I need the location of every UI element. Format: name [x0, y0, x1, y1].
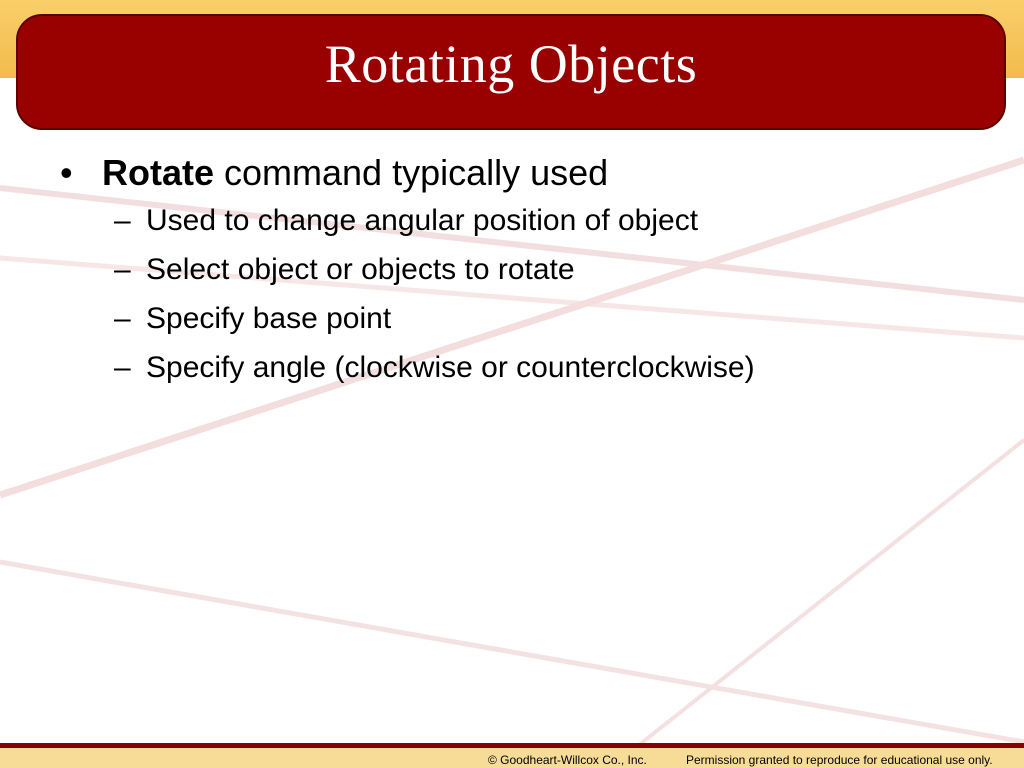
slide-content: [60, 152, 960, 400]
sub-bullet-text: Select object or objects to rotate: [146, 253, 575, 286]
dash-icon: –: [114, 351, 131, 384]
main-bullet-bold: Rotate: [102, 152, 215, 193]
bullet-dot-icon: •: [60, 152, 73, 193]
sub-bullet: [60, 351, 960, 400]
main-bullet: [60, 152, 960, 204]
slide-title: Rotating Objects: [324, 34, 698, 94]
footer-permission: Permission granted to reproduce for educational use only.: [686, 753, 993, 767]
main-bullet-text: [102, 152, 608, 194]
sub-bullet-text: Used to change angular position of object: [146, 204, 699, 237]
sub-bullet-text: Specify angle (clockwise or counterclockwise): [146, 351, 755, 384]
dash-icon: –: [114, 204, 131, 237]
bg-line-4: [0, 562, 1024, 742]
sub-bullet-text: Specify base point: [146, 302, 392, 335]
main-bullet-rest: command typically used: [214, 152, 609, 193]
sub-bullet: [60, 204, 960, 253]
sub-bullet: [60, 302, 960, 351]
sub-bullet-list: [60, 204, 960, 400]
footer-copyright: © Goodheart-Willcox Co., Inc.: [488, 753, 647, 767]
bg-line-5: [610, 440, 1024, 768]
dash-icon: –: [114, 253, 131, 286]
sub-bullet: [60, 253, 960, 302]
title-bar: [16, 14, 1006, 130]
dash-icon: –: [114, 302, 131, 335]
